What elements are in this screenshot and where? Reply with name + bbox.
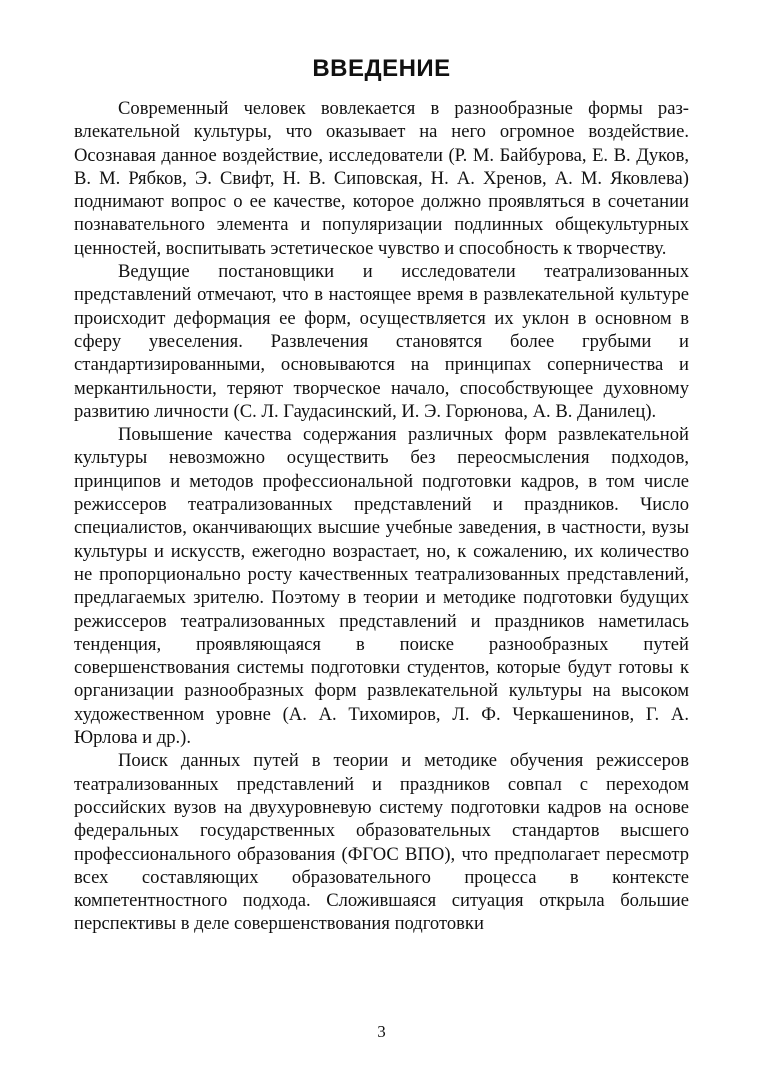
body-text [74, 97, 689, 936]
paragraph: Современный человек вовлекается в разнообразные формы развлекательной культуры, что оказывает на него огромное воздействие. Осознавая данное воздействие, исследователи (Р. М. Байбурова, Е. В. Дуков, В. М. Рябков, Э. Свифт, Н. В. Сиповская, Н. А. Хренов, А. М. Яковлева) поднимают вопрос о ее качестве, которое должно проявляться в сочетании познавательного элемента и популяризации подлинных общекультурных ценностей, воспитывать эстетическое чувство и способность к творчеству. [74, 98, 689, 259]
paragraph: Ведущие постановщики и исследователи театрализованных представлений отмечают, что в настоящее время в развлекательной культуре происходит деформация ее форм, осуществляется их уклон в основном в сферу увеселения. Развлечения становятся более грубыми и стандартизированными, основываются на принципах соперничества и меркантильности, теряют творческое начало, способствующее духовному развитию личности (С. Л. Гаудасинский, И. Э. Горюнова, А. В. Данилец). [74, 261, 689, 422]
paragraph: Поиск данных путей в теории и методике обучения режиссеров театрализованных представлений и праздников совпал с переходом российских вузов на двухуровневую систему подготовки кадров на основе федеральных государственных образовательных стандартов высшего профессионального образования (ФГОС ВПО), что предполагает пересмотр всех составляющих образовательного процесса в контексте компетентностного подхода. Сложившаяся ситуация открыла большие перспективы в деле совершенствования подготовки [74, 750, 689, 935]
page-number: 3 [377, 1022, 386, 1041]
page-title: ВВЕДЕНИЕ [312, 55, 451, 82]
paragraph: Повышение качества содержания различных форм развлекательной культуры невозможно осуществить без переосмысления подходов, принципов и методов профессиональной подготовки кадров, в том числе режиссеров театрализованных представлений и праздников. Число специалистов, оканчивающих высшие учебные заведения, в частности, вузы культуры и искусств, ежегодно возрастает, но, к сожалению, их количество не пропорционально росту качественных театрализованных представлений, предлагаемых зрителю. Поэтому в теории и методике подготовки будущих режиссеров театрализованных представлений и праздников наметилась тенденция, проявляющаяся в поиске разнообразных путей совершенствования системы подготовки студентов, которые будут готовы к организации разнообразных форм развлекательной культуры на высоком художественном уровне (А. А. Тихомиров, Л. Ф. Черкашенинов, Г. А. Юрлова и др.). [74, 424, 689, 749]
